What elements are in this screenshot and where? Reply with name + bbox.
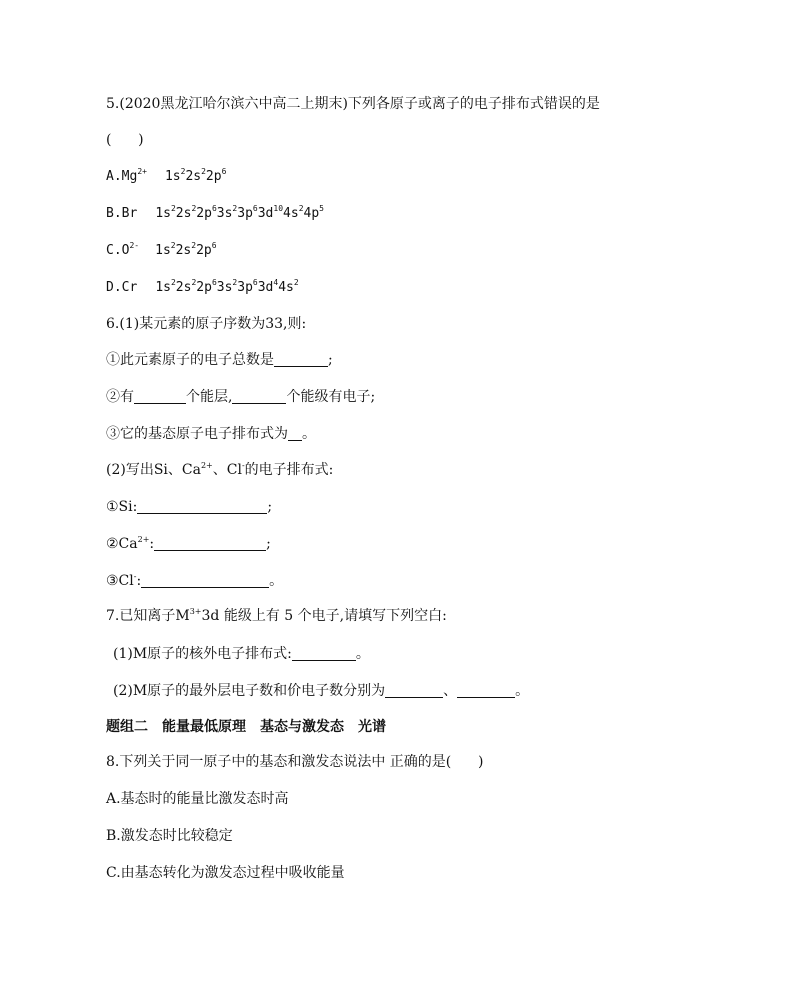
- answer-blank[interactable]: [154, 536, 266, 551]
- orbital-label: 1s: [155, 280, 171, 295]
- question-5-stem: 5.(2020黑龙江哈尔滨六中高二上期末)下列各原子或离子的电子排布式错误的是: [106, 96, 600, 112]
- option-5b: B.Br $1s^22s^22p^63s^23p^63d^{10}4s^24p^5$: [106, 204, 324, 221]
- orbital-label: 4p: [303, 206, 320, 221]
- electron-count: 2: [293, 278, 299, 287]
- answer-blank[interactable]: [457, 683, 515, 698]
- orbital-label: 3p: [237, 206, 253, 221]
- question-7-sub2: (2)M原子的最外层电子数和价电子数分别为 、 。: [113, 683, 530, 699]
- answer-blank[interactable]: [292, 646, 356, 661]
- orbital-label: 2s: [185, 169, 202, 184]
- question-5-answer-paren: ( ): [106, 132, 144, 148]
- electron-config: [155, 206, 324, 221]
- electron-count: 2: [298, 204, 304, 213]
- orbital-label: 3d: [257, 206, 274, 221]
- option-5c: $C.O^{2-}$ $1s^22s^22p^6$: [106, 241, 217, 258]
- option-8a: A.基态时的能量比激发态时高: [106, 791, 289, 807]
- orbital-label: 1s: [155, 206, 171, 221]
- electron-count: 2: [180, 167, 186, 176]
- question-6-cl: ③Cl-: 。: [106, 572, 284, 589]
- electron-count: 2: [170, 204, 176, 213]
- question-6-part1: 6.(1)某元素的原子序数为33,则:: [106, 316, 307, 332]
- option-5d: D.Cr $1s^22s^22p^63s^23p^63d^44s^2$: [106, 278, 299, 295]
- electron-count: 2: [170, 241, 176, 250]
- question-7-stem: 7.已知离子$M^{3+}3d$ 能级上有 5 个电子,请填写下列空白:: [106, 607, 447, 624]
- electron-count: 5: [319, 204, 324, 213]
- answer-blank[interactable]: [385, 683, 443, 698]
- orbital-label: 3s: [216, 280, 233, 295]
- orbital-label: 3p: [237, 280, 253, 295]
- electron-count: 2: [232, 278, 238, 287]
- orbital-label: 1s: [155, 243, 171, 258]
- orbital-label: 3d: [257, 280, 274, 295]
- electron-count: 6: [211, 278, 217, 287]
- answer-blank[interactable]: [137, 499, 267, 514]
- question-6-si: ①Si: ;: [106, 499, 273, 515]
- electron-count: 6: [211, 241, 217, 250]
- electron-count: 6: [252, 204, 258, 213]
- electron-count: 2: [191, 278, 197, 287]
- question-6-item1: ①此元素原子的电子总数是 ;: [106, 352, 333, 368]
- electron-count: 6: [252, 278, 258, 287]
- question-8-stem: 8.下列关于同一原子中的基态和激发态说法中 正确的是( ): [106, 754, 484, 770]
- answer-blank[interactable]: [134, 389, 186, 404]
- electron-count: 2: [232, 204, 238, 213]
- electron-count: 2: [191, 241, 197, 250]
- orbital-label: 2p: [196, 243, 212, 258]
- orbital-label: 2p: [196, 280, 212, 295]
- orbital-label: 1s: [164, 169, 181, 184]
- electron-count: 2: [191, 204, 197, 213]
- answer-blank[interactable]: [288, 426, 302, 441]
- option-5a: $A.Mg^{2+}$ $1s^22s^22p^6$: [106, 167, 227, 184]
- electron-count: 2: [201, 167, 206, 176]
- question-7-sub1: (1)M原子的核外电子排布式: 。: [113, 646, 370, 662]
- electron-config: [155, 243, 216, 258]
- answer-blank[interactable]: [141, 573, 269, 588]
- electron-count: 4: [273, 278, 279, 287]
- orbital-label: 2s: [175, 206, 192, 221]
- orbital-label: 2s: [175, 243, 192, 258]
- question-6-ca: $②Ca^{2+}$: ;: [106, 535, 271, 552]
- electron-count: 2: [170, 278, 176, 287]
- electron-config: [165, 169, 226, 184]
- answer-blank[interactable]: [274, 352, 328, 367]
- section-heading: 题组二 能量最低原理 基态与激发态 光谱: [106, 719, 386, 735]
- electron-config: [155, 280, 298, 295]
- question-6-item2: ②有 个能层, 个能级有电子;: [106, 389, 376, 405]
- orbital-label: 2p: [196, 206, 212, 221]
- question-6-part2: (2)写出Si、$Ca^{2+}$、Cl-的电子排布式:: [106, 461, 334, 478]
- orbital-label: 3s: [216, 206, 233, 221]
- answer-blank[interactable]: [232, 389, 286, 404]
- orbital-label: 2s: [175, 280, 192, 295]
- orbital-label: 4s: [283, 206, 299, 221]
- electron-count: 6: [211, 204, 217, 213]
- option-8b: B.激发态时比较稳定: [106, 828, 233, 844]
- orbital-label: 2p: [205, 169, 222, 184]
- electron-count: 10: [273, 204, 284, 213]
- option-8c: C.由基态转化为激发态过程中吸收能量: [106, 865, 345, 881]
- orbital-label: 4s: [278, 280, 294, 295]
- question-6-item3: ③它的基态原子电子排布式为 。: [106, 426, 316, 442]
- electron-count: 6: [221, 167, 227, 176]
